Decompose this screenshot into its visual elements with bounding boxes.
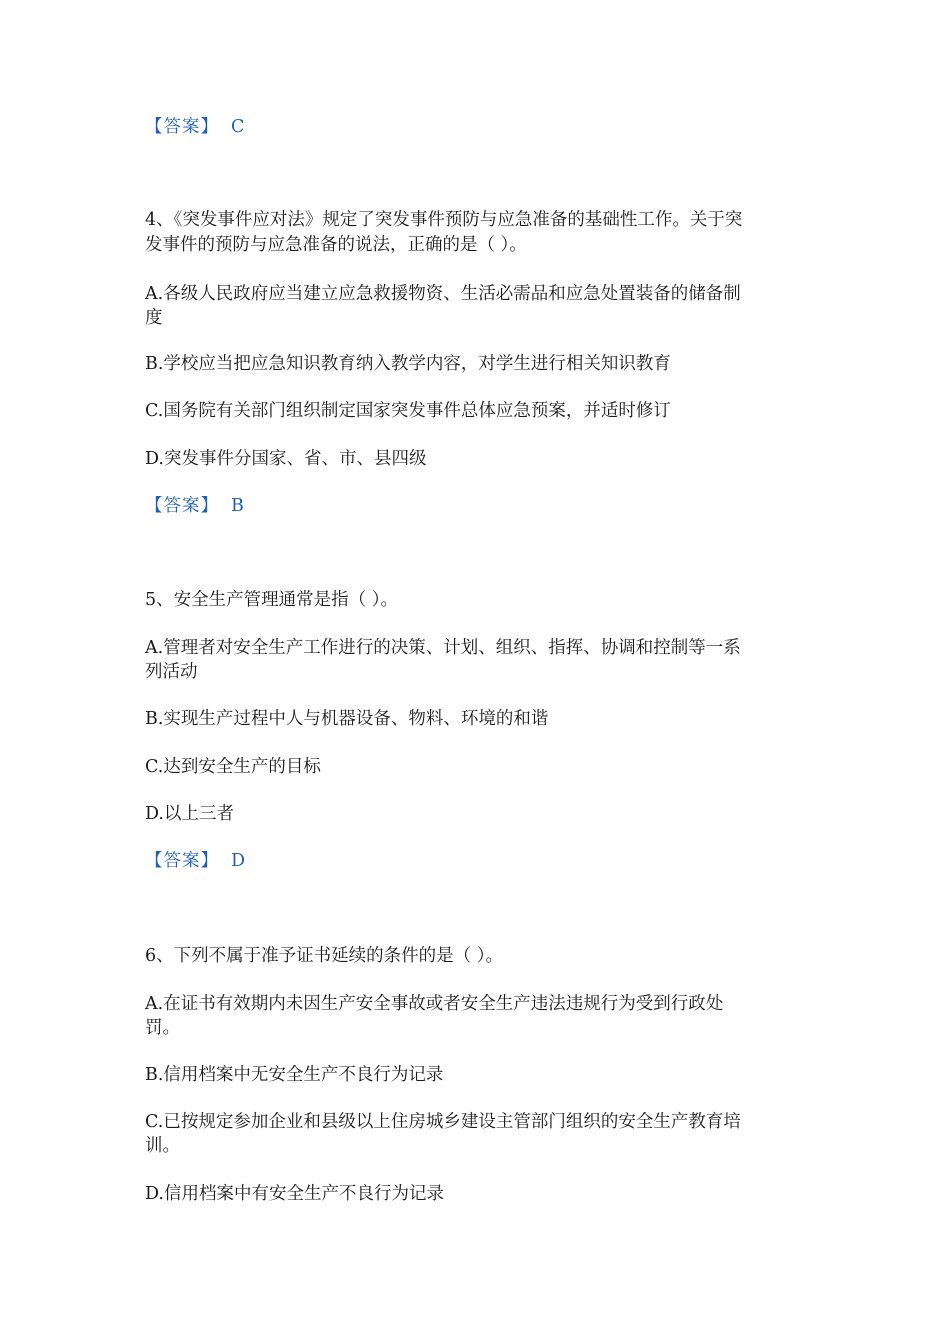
answer-q4 [145,494,825,518]
q6-option-c-line-1: C.已按规定参加企业和县级以上住房城乡建设主管部门组织的安全生产教育培 [145,1112,741,1132]
q6-stem: 6、下列不属于准予证书延续的条件的是（ ）。 [145,946,503,966]
q5-option-c: C.达到安全生产的目标 [145,757,321,777]
answer-label: 【答案】 [145,496,219,516]
q6-option-d: D.信用档案中有安全生产不良行为记录 [145,1184,444,1204]
answer-value: B [231,496,244,516]
q4-option-a-line-1: A.各级人民政府应当建立应急救援物资、生活必需品和应急处置装备的储备制 [145,284,741,304]
q4-option-b: B.学校应当把应急知识教育纳入教学内容，对学生进行相关知识教育 [145,354,671,374]
answer-value: D [231,851,246,871]
answer-value: C [231,117,245,137]
q4-option-a-line-2: 度 [145,308,163,328]
q4-option-d: D.突发事件分国家、省、市、县四级 [145,449,427,469]
q4-stem-line-2: 发事件的预防与应急准备的说法，正确的是（ ）。 [145,235,527,255]
q6-option-c-line-2: 训。 [145,1136,180,1156]
q4-stem-line-1: 4、《突发事件应对法》规定了突发事件预防与应急准备的基础性工作。关于突 [145,210,743,230]
q5-option-a-line-2: 列活动 [145,662,198,682]
answer-q3 [145,115,825,139]
q5-option-b: B.实现生产过程中人与机器设备、物料、环境的和谐 [145,709,549,729]
q6-option-b: B.信用档案中无安全生产不良行为记录 [145,1065,444,1085]
q6-option-a-line-2: 罚。 [145,1018,180,1038]
answer-q5 [145,849,825,873]
answer-label: 【答案】 [145,851,219,871]
answer-label: 【答案】 [145,117,219,137]
q5-stem: 5、安全生产管理通常是指（ ）。 [145,590,398,610]
q5-option-d: D.以上三者 [145,804,234,824]
q4-option-c: C.国务院有关部门组织制定国家突发事件总体应急预案，并适时修订 [145,401,671,421]
q6-option-a-line-1: A.在证书有效期内未因生产安全事故或者安全生产违法违规行为受到行政处 [145,994,724,1014]
q5-option-a-line-1: A.管理者对安全生产工作进行的决策、计划、组织、指挥、协调和控制等一系 [145,638,741,658]
